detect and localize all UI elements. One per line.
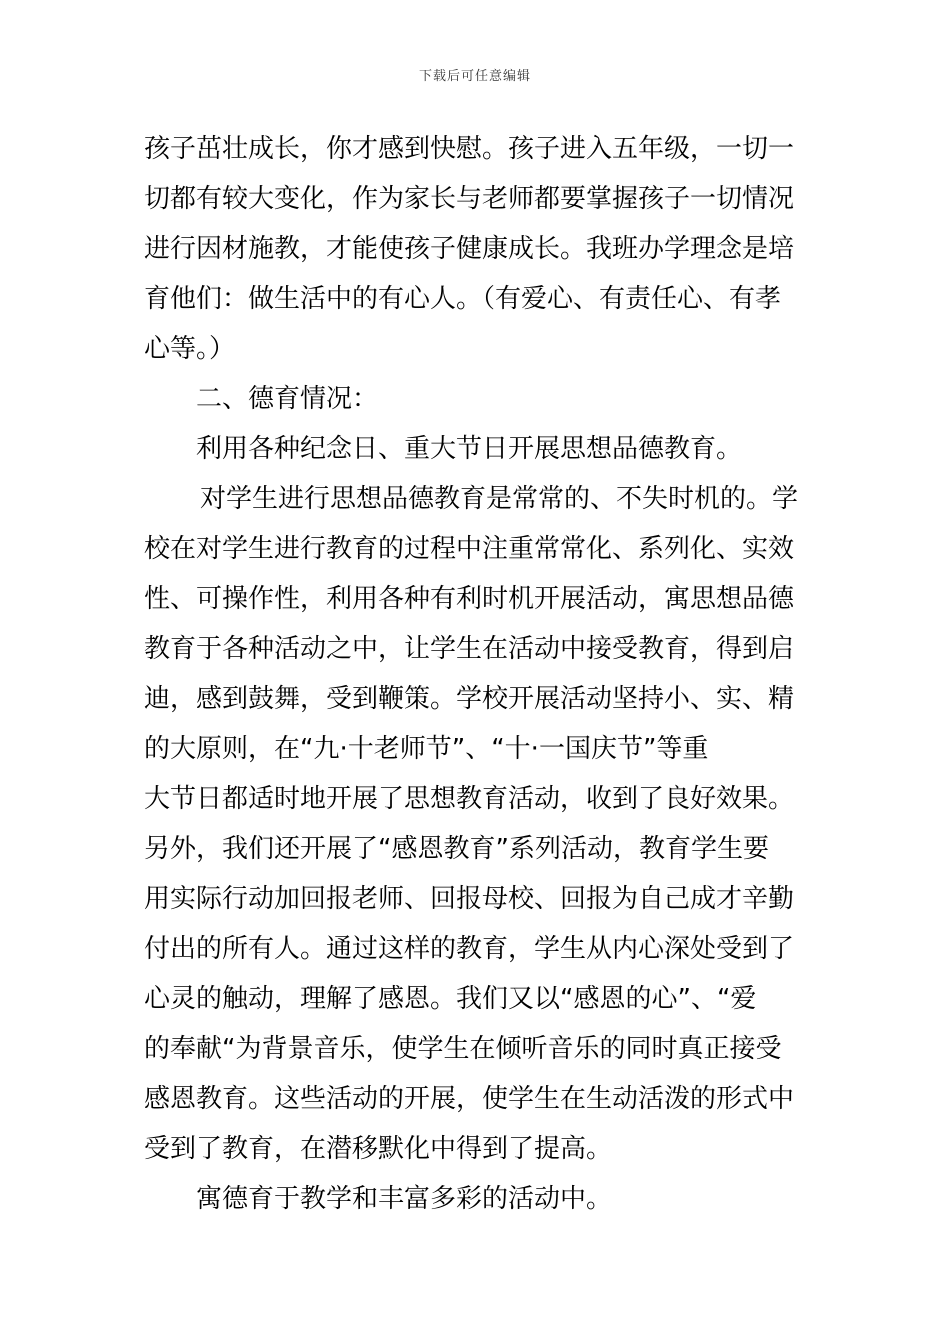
body-line: 性、可操作性，利用各种有利时机开展活动，寓思想品德 — [144, 584, 795, 614]
subheading: 寓德育于教学和丰富多彩的活动中。 — [196, 1184, 613, 1214]
page-header: 下载后可任意编辑 — [418, 69, 531, 84]
body-line: 进行因材施教，才能使孩子健康成长。我班办学理念是培 — [144, 234, 795, 264]
body-line: 心灵的触动，理解了感恩。我们又以“感恩的心”、“爱 — [144, 984, 757, 1014]
body-line: 的大原则，在“九·十老师节”、“十·一国庆节”等重 — [144, 734, 709, 764]
body-line: 心等。） — [144, 334, 236, 364]
body-line: 受到了教育，在潜移默化中得到了提高。 — [144, 1134, 613, 1164]
body-line: 育他们：做生活中的有心人。（有爱心、有责任心、有孝 — [144, 284, 782, 314]
body-line: 对学生进行思想品德教育是常常的、不失时机的。学 — [200, 484, 799, 514]
body-line: 付出的所有人。通过这样的教育，学生从内心深处受到了 — [144, 934, 795, 964]
body-line: 另外，我们还开展了“感恩教育”系列活动，教育学生要 — [144, 834, 769, 864]
body-line: 孩子茁壮成长，你才感到快慰。孩子进入五年级，一切一 — [144, 134, 795, 164]
body-line: 教育于各种活动之中，让学生在活动中接受教育，得到启 — [144, 634, 795, 664]
body-line: 的奉献“为背景音乐，使学生在倾听音乐的同时真正接受 — [144, 1034, 782, 1064]
body-line: 校在对学生进行教育的过程中注重常常化、系列化、实效 — [144, 534, 795, 564]
body-line: 切都有较大变化，作为家长与老师都要掌握孩子一切情况 — [144, 184, 795, 214]
body-line: 用实际行动加回报老师、回报母校、回报为自己成才辛勤 — [144, 884, 795, 914]
body-line: 大节日都适时地开展了思想教育活动，收到了良好效果。 — [144, 784, 795, 814]
subheading: 利用各种纪念日、重大节日开展思想品德教育。 — [196, 434, 743, 464]
section-heading: 二、德育情况： — [196, 384, 379, 414]
body-line: 迪，感到鼓舞，受到鞭策。学校开展活动坚持小、实、精 — [144, 684, 795, 714]
body-line: 感恩教育。这些活动的开展，使学生在生动活泼的形式中 — [144, 1084, 795, 1114]
